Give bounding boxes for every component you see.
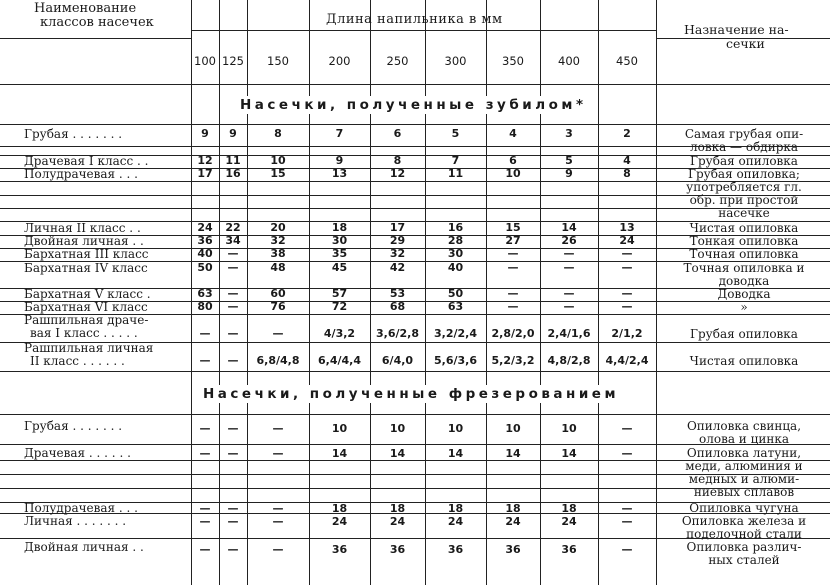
row-name: Личная . . . . . . . <box>24 514 127 528</box>
cell-value: — <box>563 247 575 260</box>
cell-value: 4,8/2,8 <box>547 354 591 367</box>
cell-value: 18 <box>447 502 464 515</box>
cell-value: — <box>621 261 633 274</box>
cell-value: — <box>272 543 284 556</box>
row-purpose: Чистая опиловка <box>689 221 799 235</box>
cell-value: 76 <box>270 300 286 313</box>
length-300: 300 <box>444 54 467 68</box>
cell-value: — <box>227 447 239 460</box>
row-purpose: Точная опиловка и <box>683 261 805 275</box>
col-divider <box>656 0 657 585</box>
row-name: Бархатная V класс . <box>24 287 151 301</box>
cell-value: 6 <box>393 127 402 140</box>
length-200: 200 <box>328 54 351 68</box>
length-100: 100 <box>194 54 216 68</box>
cell-value: — <box>227 354 239 367</box>
row-purpose: Тонкая опиловка <box>689 234 799 248</box>
row-name: Бархатная III класс <box>24 247 149 261</box>
cell-value: 17 <box>197 167 213 180</box>
cell-value: — <box>227 515 239 528</box>
cell-value: 12 <box>197 154 213 167</box>
row-purpose: Грубая опиловка <box>690 327 798 341</box>
cell-value: 4 <box>623 154 631 167</box>
cell-value: 18 <box>561 502 577 515</box>
cell-value: 40 <box>447 261 464 274</box>
cell-value: 10 <box>331 422 348 435</box>
cell-value: 36 <box>331 543 348 556</box>
cell-value: — <box>227 543 239 556</box>
row-name: Полудрачевая . . . <box>24 167 138 181</box>
cell-value: 6 <box>509 154 517 167</box>
cell-value: 12 <box>389 167 406 180</box>
cell-value: 18 <box>331 221 348 234</box>
cell-value: 14 <box>331 447 348 460</box>
row-purpose: Чистая опиловка <box>689 354 799 368</box>
cell-value: — <box>199 447 211 460</box>
cell-value: 34 <box>225 234 241 247</box>
row-purpose: Опиловка железа и <box>681 514 807 528</box>
cell-value: 15 <box>505 221 521 234</box>
cell-value: — <box>621 515 633 528</box>
cell-value: — <box>507 247 519 260</box>
cell-value: 11 <box>225 154 241 167</box>
row-purpose: поделочной стали <box>686 527 802 541</box>
row-divider <box>0 414 830 415</box>
cell-value: 2,4/1,6 <box>547 327 591 340</box>
cell-value: 36 <box>389 543 406 556</box>
cell-value: 50 <box>447 287 464 300</box>
row-purpose: обр. при простой <box>689 193 799 207</box>
row-purpose: употребляется гл. <box>686 180 802 194</box>
cell-value: 24 <box>197 221 213 234</box>
cell-value: 42 <box>389 261 406 274</box>
cell-value: 8 <box>623 167 631 180</box>
cell-value: — <box>621 543 633 556</box>
purpose-col-header-2: сечки <box>726 36 765 51</box>
cell-value: 14 <box>561 447 577 460</box>
cell-value: 10 <box>505 167 521 180</box>
cell-value: 3 <box>565 127 573 140</box>
length-400: 400 <box>558 54 580 68</box>
cell-value: 5,6/3,6 <box>434 354 477 367</box>
row-purpose: Опиловка различ- <box>686 540 802 554</box>
cell-value: 26 <box>561 234 577 247</box>
cell-value: — <box>507 300 519 313</box>
cell-value: 24 <box>447 515 464 528</box>
cell-value: 24 <box>389 515 406 528</box>
row-purpose: ных сталей <box>708 553 780 567</box>
row-purpose: Доводка <box>717 287 771 301</box>
cell-value: — <box>563 261 575 274</box>
cell-value: — <box>621 300 633 313</box>
cell-value: 5 <box>565 154 573 167</box>
cell-value: — <box>621 447 633 460</box>
cell-value: 18 <box>505 502 521 515</box>
row-purpose: ловка — обдирка <box>689 140 799 154</box>
length-title: Длина напильника в мм <box>326 12 503 27</box>
cell-value: — <box>272 447 284 460</box>
row-divider <box>0 124 830 125</box>
cell-value: — <box>227 300 239 313</box>
cell-value: 14 <box>447 447 464 460</box>
row-purpose: Грубая опиловка <box>690 154 798 168</box>
cell-value: — <box>507 261 519 274</box>
cell-value: 6,8/4,8 <box>256 354 300 367</box>
cell-value: 4,4/2,4 <box>605 354 649 367</box>
row-divider <box>0 371 830 372</box>
cell-value: 3,2/2,4 <box>434 327 477 340</box>
length-450: 450 <box>616 54 638 68</box>
cell-value: 29 <box>389 234 406 247</box>
cell-value: — <box>272 327 284 340</box>
row-purpose: Опиловка чугуна <box>689 501 799 515</box>
cell-value: 7 <box>335 127 344 140</box>
section-milling-title: Насечки, полученные фрезерованием <box>203 386 620 402</box>
cell-value: 53 <box>389 287 406 300</box>
cell-value: 24 <box>561 515 577 528</box>
cell-value: — <box>227 327 239 340</box>
cell-value: 2,8/2,0 <box>491 327 535 340</box>
cell-value: 38 <box>270 247 286 260</box>
cell-value: 11 <box>447 167 464 180</box>
row-name: Полудрачевая . . . <box>24 501 138 515</box>
row-name: Двойная личная . . <box>24 234 144 248</box>
cell-value: 10 <box>447 422 464 435</box>
row-name: Грубая . . . . . . . <box>24 127 123 141</box>
row-purpose: меди, алюминия и <box>685 459 803 473</box>
cell-value: 5,2/3,2 <box>491 354 535 367</box>
cell-value: 9 <box>565 167 573 180</box>
purpose-col-header: Назначение на- <box>684 22 789 37</box>
cell-value: 10 <box>389 422 406 435</box>
cell-value: 16 <box>225 167 241 180</box>
row-name: Грубая . . . . . . . <box>24 419 123 433</box>
cell-value: — <box>272 422 284 435</box>
cell-value: 40 <box>197 247 213 260</box>
cell-value: 50 <box>197 261 213 274</box>
cell-value: 30 <box>447 247 464 260</box>
row-divider <box>191 30 656 31</box>
name-col-header-2: классов насечек <box>40 15 154 30</box>
cell-value: 27 <box>505 234 521 247</box>
cell-value: 80 <box>197 300 213 313</box>
cell-value: — <box>199 543 211 556</box>
cell-value: 57 <box>331 287 348 300</box>
length-350: 350 <box>502 54 524 68</box>
row-purpose: ниевых сплавов <box>693 485 795 499</box>
cell-value: — <box>272 515 284 528</box>
cell-value: 8 <box>274 127 282 140</box>
cell-value: 30 <box>331 234 348 247</box>
cell-value: 14 <box>561 221 577 234</box>
row-name: вая I класс . . . . . <box>30 326 138 340</box>
section-chisel-title: Насечки, полученные зубилом* <box>240 97 587 113</box>
cell-value: 13 <box>331 167 348 180</box>
cell-value: — <box>199 502 211 515</box>
length-125: 125 <box>222 54 244 68</box>
row-name: Бархатная IV класс <box>24 261 148 275</box>
name-col-header: Наименование <box>34 1 137 16</box>
cell-value: — <box>621 247 633 260</box>
cell-value: 72 <box>331 300 348 313</box>
cell-value: — <box>227 287 239 300</box>
row-purpose: насечке <box>718 206 770 220</box>
cell-value: 18 <box>389 502 406 515</box>
cell-value: — <box>199 327 211 340</box>
cell-value: 6,4/4,4 <box>318 354 361 367</box>
cell-value: 68 <box>389 300 406 313</box>
cell-value: 5 <box>451 127 460 140</box>
cell-value: — <box>507 287 519 300</box>
cell-value: 14 <box>389 447 406 460</box>
cell-value: 9 <box>201 127 209 140</box>
cell-value: 9 <box>335 154 344 167</box>
length-150: 150 <box>267 54 289 68</box>
row-divider <box>0 38 191 39</box>
cell-value: — <box>199 515 211 528</box>
cell-value: 6/4,0 <box>381 354 414 367</box>
row-purpose: Грубая опиловка; <box>688 167 800 181</box>
cell-value: 8 <box>393 154 402 167</box>
row-purpose: Опиловка свинца, <box>686 419 802 433</box>
cell-value: 48 <box>270 261 286 274</box>
row-purpose: доводка <box>718 274 770 288</box>
cell-value: 63 <box>197 287 213 300</box>
cell-value: 35 <box>331 247 348 260</box>
cell-value: — <box>621 422 633 435</box>
row-name: Рашпильная личная <box>24 341 154 355</box>
cell-value: 36 <box>447 543 464 556</box>
cell-value: — <box>227 502 239 515</box>
row-name: Драчевая . . . . . . <box>24 446 131 460</box>
cell-value: 10 <box>270 154 286 167</box>
cell-value: 60 <box>270 287 286 300</box>
cell-value: — <box>563 287 575 300</box>
cell-value: — <box>199 354 211 367</box>
cell-value: 36 <box>505 543 521 556</box>
cell-value: 2/1,2 <box>611 327 643 340</box>
cell-value: 28 <box>447 234 464 247</box>
cell-value: 17 <box>389 221 406 234</box>
row-name: Личная II класс . . <box>24 221 141 235</box>
cell-value: — <box>621 287 633 300</box>
row-name: Бархатная VI класс <box>24 300 148 314</box>
cell-value: — <box>227 422 239 435</box>
cell-value: 15 <box>270 167 286 180</box>
cell-value: 9 <box>229 127 237 140</box>
cell-value: — <box>227 261 239 274</box>
cell-value: — <box>621 502 633 515</box>
cell-value: 18 <box>331 502 348 515</box>
cell-value: 3,6/2,8 <box>376 327 419 340</box>
cell-value: 20 <box>270 221 286 234</box>
cell-value: 7 <box>451 154 460 167</box>
cell-value: — <box>563 300 575 313</box>
row-name: Драчевая I класс . . <box>24 154 149 168</box>
row-purpose: Опиловка латуни, <box>686 446 802 460</box>
row-purpose: медных и алюми- <box>688 472 800 486</box>
cell-value: 24 <box>505 515 521 528</box>
cell-value: — <box>272 502 284 515</box>
cell-value: 36 <box>197 234 213 247</box>
cell-value: 24 <box>331 515 348 528</box>
length-250: 250 <box>386 54 409 68</box>
row-purpose: Точная опиловка <box>689 247 799 261</box>
cell-value: 32 <box>270 234 286 247</box>
row-purpose: » <box>740 300 748 314</box>
cell-value: 10 <box>561 422 577 435</box>
cell-value: — <box>199 422 211 435</box>
row-name: Рашпильная драче- <box>24 313 149 327</box>
cell-value: 14 <box>505 447 521 460</box>
cell-value: 4 <box>509 127 517 140</box>
cell-value: 24 <box>619 234 635 247</box>
cell-value: 36 <box>561 543 577 556</box>
cell-value: 63 <box>447 300 464 313</box>
row-name: II класс . . . . . . <box>30 354 125 368</box>
cell-value: 13 <box>619 221 635 234</box>
row-purpose: Самая грубая опи- <box>684 127 804 141</box>
row-name: Двойная личная . . <box>24 540 144 554</box>
row-purpose: олова и цинка <box>699 432 789 446</box>
cell-value: 10 <box>505 422 521 435</box>
cell-value: 22 <box>225 221 241 234</box>
cell-value: — <box>227 247 239 260</box>
cell-value: 2 <box>623 127 631 140</box>
cell-value: 16 <box>447 221 464 234</box>
row-divider <box>0 84 830 85</box>
cell-value: 45 <box>331 261 348 274</box>
cell-value: 4/3,2 <box>323 327 356 340</box>
cell-value: 32 <box>389 247 406 260</box>
